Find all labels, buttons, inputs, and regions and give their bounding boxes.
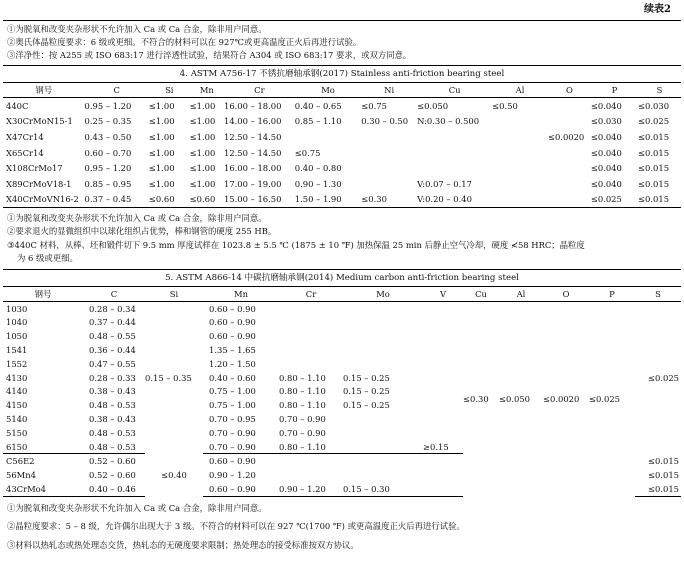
s5-cell-v [423,412,463,426]
s4-header-mn: Mn [190,83,224,98]
s4-cell-si: ≤0.60 [149,192,190,208]
s4-cell-s: ≤0.015 [638,147,670,158]
table-row [3,192,681,208]
s5-cell-grade: 1040 [6,317,28,328]
s5-cell-mo: 0.15 – 0.25 [343,386,390,397]
s5-header-v: V [423,287,463,302]
s4-cell-o [548,192,591,208]
s4-cell-mo: 0.90 – 1.30 [294,178,342,189]
s4-cell-grade: 440C [6,100,29,111]
section5-body [3,301,681,496]
s5-cell-mo [343,454,423,468]
s5-cell-mn: 0.70 – 0.95 [209,413,256,424]
s4-cell-ni: ≤0.75 [361,100,387,111]
s5-cell-v [423,371,463,385]
s4-cell-si: ≤1.00 [148,100,175,111]
s4-header-mo: Mo [295,83,362,98]
s4-cell-cu: ≤0.050 [417,100,449,111]
s5-cell-mo [343,329,423,343]
s4-cell-mn: ≤1.00 [189,116,216,127]
s4-cell-ni [361,145,417,161]
s5-header-c: C [83,287,145,302]
s5-cell-mn: 0.70 – 0.90 [209,427,256,438]
s5-cell-cr: 0.90 – 1.20 [279,482,343,496]
s4-cell-s: ≤0.015 [638,163,670,174]
s5-header-cr: Cr [279,287,343,302]
s5-cell-cr [279,343,343,357]
note-top-2: ②奥氏体晶粒度要求：6 级或更细。不符合的材料可以在 927℃或更高温度正火后再进行试验。 [7,37,362,47]
table-row [3,114,681,130]
s4-cell-cr: 12.50 – 14.50 [223,147,282,158]
s5-cell-v [423,329,463,343]
s4-cell-grade: X30CrMoN15-1 [6,116,73,127]
s4-cell-grade: X108CrMo17 [6,163,63,174]
s5-cell-v [423,426,463,440]
s5-cell-c: 0.48 – 0.55 [89,331,136,342]
s5-cell-mo [343,343,423,357]
s4-header-cr: Cr [224,83,295,98]
s4-cell-ni [361,129,417,145]
s4-cell-o [548,176,591,192]
s4-cell-cr: 17.00 – 19.00 [223,178,282,189]
s5-cell-s: ≤0.015 [648,470,679,481]
s5-cell-c: 0.48 – 0.53 [83,440,145,454]
s4-cell-cu: V:0.07 – 0.17 [417,178,472,189]
s4-cell-mo: 1.50 – 1.90 [295,192,362,208]
s5-cell-mo [343,468,423,482]
s4-cell-c: 0.25 – 0.35 [84,116,132,127]
continued-table-title: 续表2 [3,0,681,21]
s5-cell-c: 0.28 – 0.33 [89,372,136,383]
s5-cell-c: 0.52 – 0.60 [89,470,136,481]
table-row [3,129,681,145]
s5-cell-c: 0.40 – 0.46 [83,482,145,496]
note-top-1: ①为脱氧和改变夹杂形状不允许加入 Ca 或 Ca 合金，除非用户同意。 [7,24,267,34]
s5-cell-mo [343,301,423,315]
s4-cell-cu [417,129,492,145]
s4-cell-grade: X47Cr14 [6,131,44,142]
s4-header-si: Si [149,83,190,98]
s4-cell-al [492,176,548,192]
s5-cell-c: 0.48 – 0.53 [89,400,136,411]
s5-cell-mn: 1.20 – 1.50 [209,358,256,369]
notes-mid [3,208,681,270]
s5-cell-mn: 0.90 – 1.20 [209,470,256,481]
s4-header-s: S [638,83,681,98]
s5-cell-mo [343,440,423,454]
s4-cell-o [548,145,591,161]
s5-cell-cr [279,301,343,315]
s5-cell-cr [279,316,343,330]
s5-cell-grade: 1030 [6,303,28,314]
s4-cell-grade: X40CrMoVN16-2 [3,192,85,208]
s5-header-cu: Cu [463,287,499,302]
section5-table [3,287,681,497]
s5-cell-c: 0.38 – 0.43 [89,413,136,424]
s4-cell-s: ≤0.015 [638,192,681,208]
s4-cell-s: ≤0.025 [638,116,670,127]
section4-title: 4. ASTM A756-17 不锈抗磨轴承钢(2017) Stainless anti-friction bearing steel [3,66,681,83]
s4-cell-p: ≤0.025 [591,192,638,208]
s4-cell-grade: X89CrMoV18-1 [6,178,72,189]
s5-cell-mo: 0.15 – 0.30 [343,482,423,496]
s4-cell-ni: ≤0.30 [361,192,417,208]
notes-top [3,21,681,66]
s4-cell-c: 0.43 – 0.50 [84,131,132,142]
s4-cell-si: ≤1.00 [148,147,175,158]
s4-cell-o [548,160,591,176]
s4-cell-c: 0.60 – 0.70 [84,147,132,158]
s5-header-p: P [589,287,635,302]
s4-cell-al [492,160,548,176]
s4-cell-cu [417,160,492,176]
s5-header-si: Si [145,287,203,302]
s5-cell-cr [279,357,343,371]
s5-cell-o-merged: ≤0.0020 [543,394,580,404]
table-row [3,176,681,192]
s5-cell-s: ≤0.015 [648,456,679,467]
s4-header-p: P [591,83,638,98]
s4-cell-cu: V:0.20 – 0.40 [417,192,492,208]
note-mid-3: ③440C 材料，从棒、坯和锻件切下 9.5 mm 厚度试样在 1023.8 ± 5.5 ℃ (1875 ± 10 ℉) 加热保温 25 min 后静止空气冷却，硬度 ≮58 HRC；晶粒度 [7,239,585,250]
s5-cell-cr: 0.70 – 0.90 [279,413,326,424]
s4-cell-p: ≤0.040 [590,163,622,174]
s5-cell-mo [343,426,423,440]
s5-cell-mn: 1.35 – 1.65 [209,344,256,355]
s5-cell-grade: C56E2 [6,456,35,467]
s4-cell-al [492,192,548,208]
s4-cell-si: ≤1.00 [148,131,175,142]
s4-cell-cu [417,145,492,161]
s4-cell-si: ≤1.00 [148,163,175,174]
note-bottom-2: ②晶粒度要求：5 – 8 级，允许偶尔出现大于 3 级。不符合的材料可以在 927 ℃(1700 ℉) 或更高温度正火后再进行试验。 [7,521,465,532]
section4-table [3,83,681,208]
s5-cell-v [423,398,463,412]
s5-header-grade: 钢号 [3,287,83,302]
s4-cell-o: ≤0.0020 [547,131,585,142]
s5-cell-grade: 5140 [6,413,28,424]
s5-header-al: Al [499,287,543,302]
s5-cell-mo: 0.15 – 0.25 [343,400,390,411]
s4-cell-s: ≤0.015 [638,178,670,189]
s5-header-o: O [543,287,589,302]
s4-cell-mo [295,129,362,145]
note-mid-3-continued: 为 6 级或更细。 [17,252,78,263]
s4-cell-s: ≤0.015 [638,131,670,142]
s5-header-mo: Mo [343,287,423,302]
s5-cell-c: 0.47 – 0.55 [89,358,136,369]
s4-cell-cr: 16.00 – 18.00 [223,163,282,174]
s4-cell-mo: 0.40 – 0.80 [294,163,342,174]
s4-cell-cr: 12.50 – 14.50 [223,131,282,142]
s5-cell-mn: 0.40 – 0.60 [209,372,256,383]
section4-header-row [3,83,681,98]
s5-cell-si-merged-1: 0.15 – 0.35 [145,372,192,383]
s4-cell-mn: ≤1.00 [189,131,216,142]
s5-cell-v [423,316,463,330]
s5-cell-cr: 0.80 – 1.10 [279,400,326,411]
s5-cell-mn: 0.60 – 0.90 [209,303,256,314]
s4-cell-mo: 0.85 – 1.10 [294,116,342,127]
s4-header-c: C [85,83,149,98]
s4-cell-mn: ≤1.00 [189,163,216,174]
s4-cell-p: ≤0.040 [590,131,622,142]
s5-header-mn: Mn [203,287,279,302]
s4-cell-ni [361,176,417,192]
s5-cell-cr [279,329,343,343]
s5-cell-mn: 0.60 – 0.90 [209,331,256,342]
s4-cell-al [492,129,548,145]
s4-cell-si: ≤1.00 [148,178,175,189]
s4-cell-cr: 15.00 – 16.50 [224,192,295,208]
s5-cell-grade: 1541 [6,344,28,355]
note-bottom-1: ①为脱氧和改变夹杂形状不允许加入 Ca 或 Ca 合金，除非用户同意。 [7,502,267,513]
s5-cell-grade: 1050 [6,331,28,342]
s5-cell-grade: 5150 [6,427,28,438]
s4-cell-ni: 0.30 – 0.50 [361,116,409,127]
s5-cell-mo [343,412,423,426]
s5-cell-grade: 4140 [6,386,28,397]
s4-cell-c: 0.95 – 1.20 [84,100,132,111]
s4-cell-cr: 14.00 – 16.00 [223,116,282,127]
s5-cell-grade: 6150 [3,440,83,454]
note-bottom-3: ③材料以热轧态或热处理态交货，热轧态的无硬度要求限制；热处理态的接受标准按双方协议。 [7,539,359,550]
s5-cell-cr: 0.80 – 1.10 [279,440,343,454]
table-row [3,301,681,315]
s4-cell-si: ≤1.00 [148,116,175,127]
s5-cell-mn: 0.60 – 0.90 [203,482,279,496]
s4-cell-cu: N:0.30 – 0.500 [417,116,480,127]
s4-header-grade: 钢号 [3,83,85,98]
s4-cell-c: 0.85 – 0.95 [84,178,132,189]
s5-cell-grade: 1552 [6,358,28,369]
s5-cell-mn: 0.75 – 1.00 [209,386,256,397]
s5-cell-cr [279,468,343,482]
s5-cell-c: 0.48 – 0.53 [89,427,136,438]
note-mid-1: ①为脱氧和改变夹杂形状不允许加入 Ca 或 Ca 合金，除非用户同意。 [7,213,267,224]
s5-cell-mn: 0.70 – 0.90 [203,440,279,454]
s5-cell-mo [343,357,423,371]
s4-cell-c: 0.95 – 1.20 [84,163,132,174]
s5-cell-v [423,454,463,468]
s5-cell-grade: 4150 [6,400,28,411]
s5-cell-s-merged-1: ≤0.025 [648,372,679,383]
s4-cell-c: 0.37 – 0.45 [85,192,149,208]
s5-cell-v [423,357,463,371]
s4-cell-grade: X65Cr14 [6,147,44,158]
s4-cell-mn: ≤1.00 [189,178,216,189]
s5-cell-mn: 0.60 – 0.90 [209,456,256,467]
notes-bottom [3,497,681,555]
s5-cell-c: 0.37 – 0.44 [89,317,136,328]
s5-cell-al-merged: ≤0.050 [499,394,530,404]
s5-cell-cu-merged: ≤0.30 [463,394,489,404]
s4-header-cu: Cu [417,83,492,98]
s4-header-ni: Ni [361,83,417,98]
s5-cell-v [423,482,463,496]
note-mid-2: ②要求退火的显微组织中以球化组织占优势，棒和钢管的硬度 255 HB。 [7,226,277,237]
s4-cell-mn: ≤1.00 [189,100,216,111]
s4-cell-mo: 0.40 – 0.65 [294,100,342,111]
s5-cell-v [423,343,463,357]
s5-cell-v [423,301,463,315]
table-row [3,98,681,114]
s5-cell-mo [343,316,423,330]
s5-cell-v: ≥0.15 [423,440,463,454]
s5-cell-cr: 0.80 – 1.10 [279,386,326,397]
s5-cell-v [423,468,463,482]
s5-cell-cr: 0.80 – 1.10 [279,372,326,383]
s5-cell-v [423,385,463,399]
s5-cell-grade: 43CrMo4 [3,482,83,496]
s4-cell-s: ≤0.030 [638,100,670,111]
note-top-3: ③洋净性：按 A255 或 ISO 683:17 进行淬透性试验，结果符合 A304 或 ISO 683:17 要求，或双方同意。 [7,50,412,60]
s5-cell-c: 0.38 – 0.43 [89,386,136,397]
s4-cell-mo: ≤0.75 [294,147,321,158]
s4-header-o: O [548,83,591,98]
s5-cell-c: 0.28 – 0.34 [89,303,136,314]
s5-cell-si-merged-2: ≤0.40 [161,470,187,481]
s4-cell-al: ≤0.50 [492,100,518,111]
s4-cell-cr: 16.00 – 18.00 [223,100,282,111]
section5-title: 5. ASTM A866-14 中碳抗磨轴承钢(2014) Medium carbon anti-friction bearing steel [3,270,681,287]
s5-cell-cr: 0.70 – 0.90 [279,427,326,438]
s5-cell-mo: 0.15 – 0.25 [343,372,390,383]
table-row [3,160,681,176]
s5-cell-s: ≤0.015 [635,482,681,496]
s4-cell-p: ≤0.040 [590,178,622,189]
s5-cell-c: 0.52 – 0.60 [89,456,136,467]
s4-header-al: Al [492,83,548,98]
section5-header-row [3,287,681,302]
s5-cell-grade: 4130 [6,372,28,383]
s5-cell-mn: 0.60 – 0.90 [209,317,256,328]
s4-cell-mn: ≤0.60 [190,192,224,208]
s5-cell-cr [279,454,343,468]
s5-header-s: S [635,287,681,302]
s5-cell-c: 0.36 – 0.44 [89,344,136,355]
s5-cell-grade: 56Mn4 [6,470,36,481]
section4-body [3,98,681,208]
table-row [3,145,681,161]
s4-cell-al [492,145,548,161]
s5-cell-mn: 0.75 – 1.00 [209,400,256,411]
s4-cell-p: ≤0.040 [590,100,622,111]
s4-cell-p: ≤0.030 [590,116,622,127]
s4-cell-mn: ≤1.00 [189,147,216,158]
s4-cell-p: ≤0.040 [590,147,622,158]
s5-cell-p-merged: ≤0.025 [589,394,620,404]
s4-cell-o [548,98,591,114]
s4-cell-ni [361,160,417,176]
